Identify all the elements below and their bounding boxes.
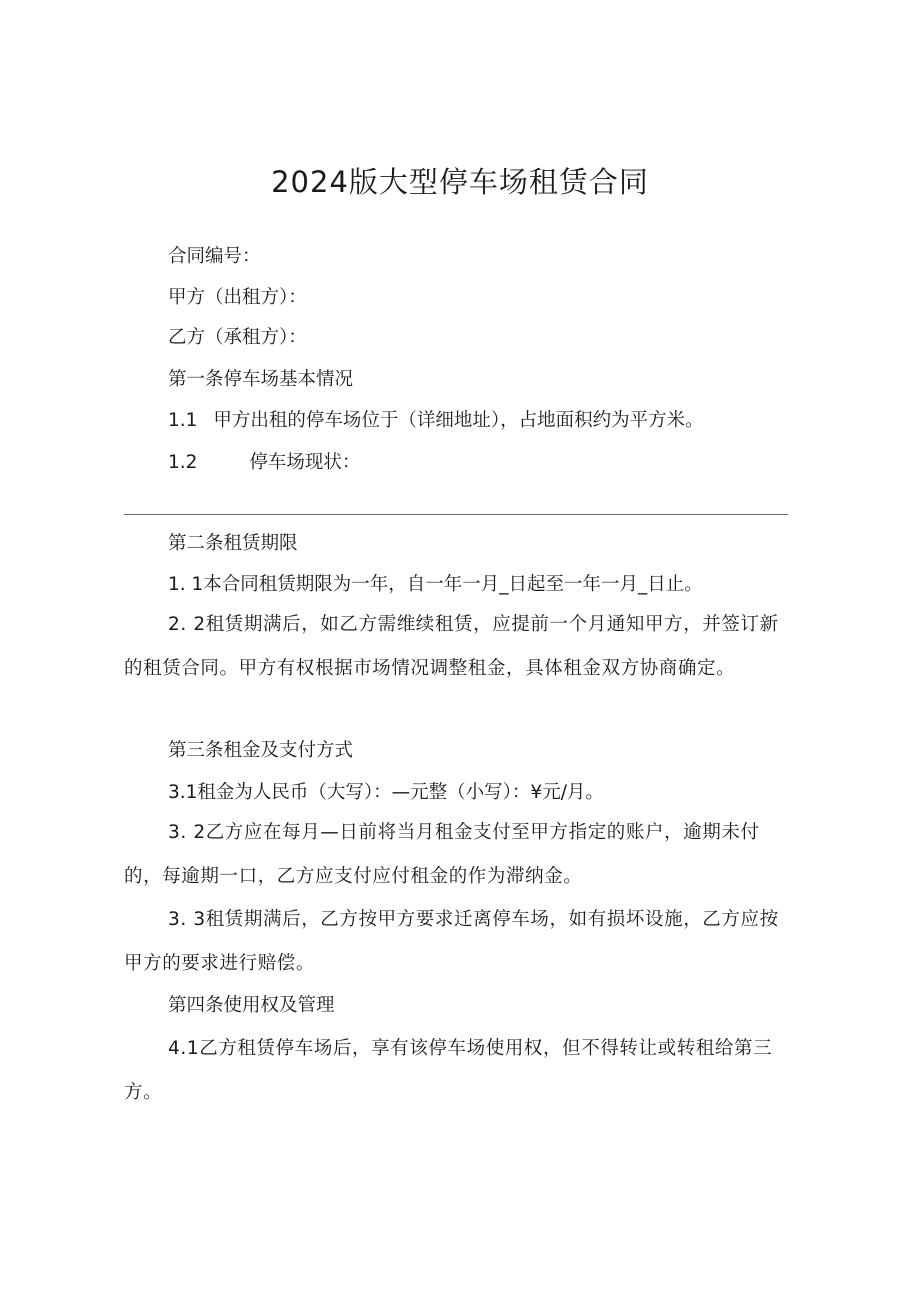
contract-number-label: 合同编号： <box>168 246 261 267</box>
article-1-heading: 第一条停车场基本情况 <box>168 369 354 390</box>
article-3-heading: 第三条租金及支付方式 <box>168 740 354 761</box>
article-4-heading: 第四条使用权及管理 <box>168 995 335 1016</box>
article-1-item-2 <box>168 450 360 476</box>
horizontal-divider <box>124 514 788 515</box>
article-2-item-1: 1. 1本合同租赁期限为一年，自一年一月_日起至一年一月_日止。 <box>168 574 703 595</box>
article-3-item-2: 3. 2乙方应在每月—日前将当月租金支付至甲方指定的账户，逾期未付的，每逾期一口，乙方应支付应付租金的作为滞纳金。 <box>124 822 760 887</box>
document-title: 2024版大型停车场租赁合同 <box>271 165 649 199</box>
article-2-heading: 第二条租赁期限 <box>168 533 298 554</box>
article-3-item-3: 3. 3租赁期满后，乙方按甲方要求迁离停车场，如有损坏设施，乙方应按甲方的要求进行赔偿。 <box>124 909 779 974</box>
party-b-label: 乙方（承租方）： <box>168 327 307 348</box>
article-4-item-1: 4.1乙方租赁停车场后，享有该停车场使用权，但不得转让或转租给第三方。 <box>124 1038 773 1103</box>
item-number: 1.1 <box>168 410 198 431</box>
item-number: 1.2 <box>168 452 198 473</box>
item-text: 停车场现状： <box>249 452 361 473</box>
party-a-label: 甲方（出租方）： <box>168 287 307 308</box>
item-text: 甲方出租的停车场位于（详细地址），占地面积约为平方米。 <box>213 410 704 431</box>
article-2-item-2: 2. 2租赁期满后，如乙方需维续租赁，应提前一个月通知甲方，并签订新的租赁合同。甲方有权根据市场情况调整租金，具体租金双方协商确定。 <box>124 614 779 679</box>
article-3-item-1: 3.1租金为人民币（大写）：—元整（小写）：¥元/月。 <box>168 782 604 803</box>
article-1-item-1 <box>168 408 704 434</box>
